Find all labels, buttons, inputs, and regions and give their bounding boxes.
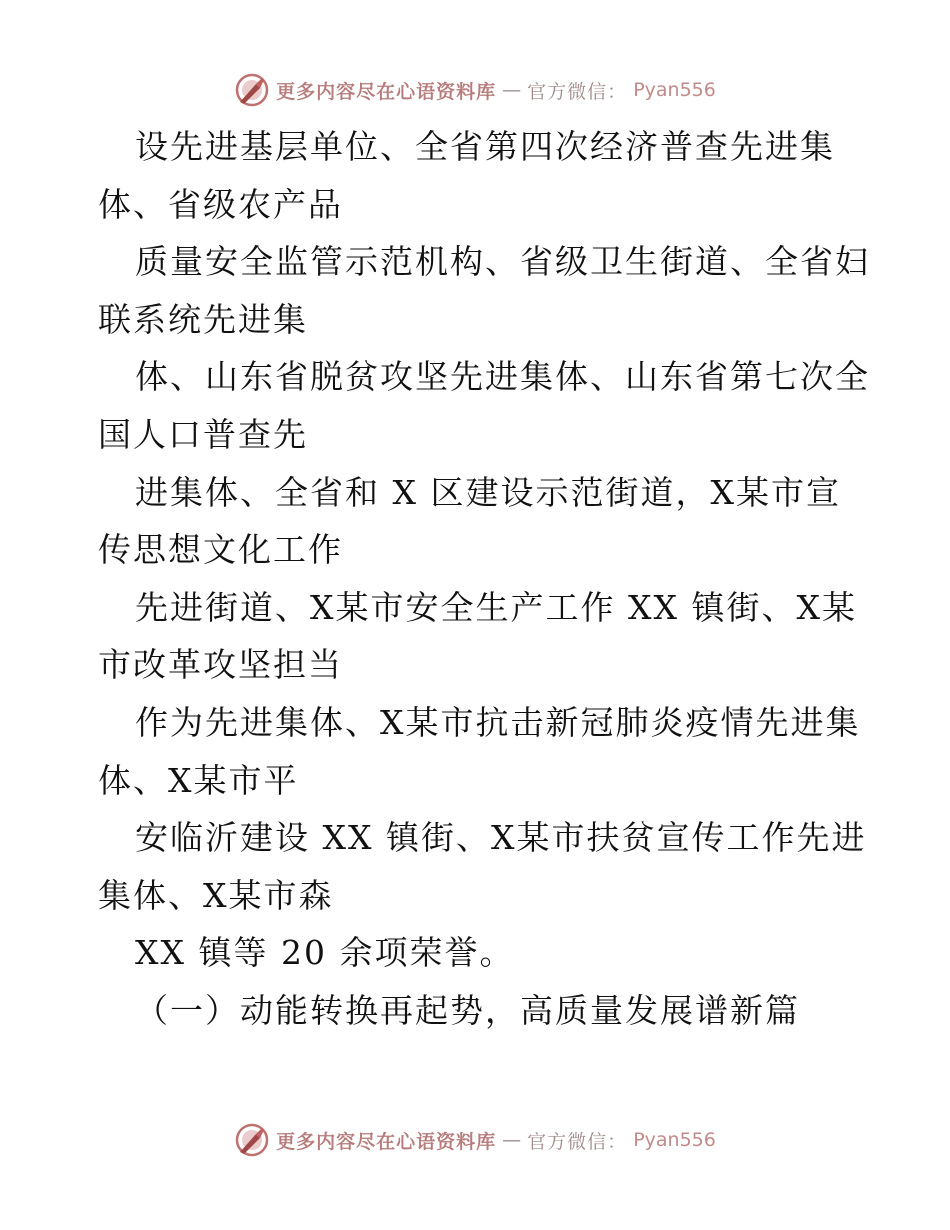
body-line: 设先进基层单位、全省第四次经济普查先进集 [135,127,835,166]
watermark-id: Pyan556 [633,79,716,101]
body-line: 体、山东省脱贫攻坚先进集体、山东省第七次全 [135,357,870,397]
watermark-label: 官方微信： [527,1130,628,1153]
body-line: 体、省级农产品 [98,184,343,224]
pen-logo-icon [234,1122,270,1158]
body-line: 安临沂建设 XX 镇街、X某市扶贫宣传工作先进 [135,818,867,858]
watermark-id: Pyan556 [633,1129,716,1151]
body-line: 国人口普查先 [98,414,308,454]
body-line: 集体、X某市森 [98,875,334,915]
watermark-separator: — [502,79,522,101]
watermark-header [0,70,950,110]
body-line: 市改革攻坚担当 [98,645,343,685]
body-line: 作为先进集体、X某市抗击新冠肺炎疫情先进集 [135,702,861,742]
watermark-text: 更多内容尽在心语资料库 [276,1130,497,1153]
body-line: 联系统先进集 [98,299,308,339]
body-line: 传思想文化工作 [98,530,343,570]
body-line: 进集体、全省和 X 区建设示范街道，X某市宣 [135,472,841,512]
document-body [98,118,888,1040]
pen-logo-icon [234,72,270,108]
watermark-footer [0,1120,950,1160]
watermark-label: 官方微信： [527,80,628,103]
body-line: 先进街道、X某市安全生产工作 XX 镇街、X某 [135,587,857,627]
body-line: XX 镇等 20 余项荣誉。 [135,933,515,973]
section-heading: （一）动能转换再起势，高质量发展谱新篇 [135,990,800,1030]
watermark-separator: — [502,1129,522,1151]
body-line: 质量安全监管示范机构、省级卫生街道、全省妇 [135,242,870,282]
watermark-text: 更多内容尽在心语资料库 [276,80,497,103]
body-line: 体、X某市平 [98,760,299,800]
